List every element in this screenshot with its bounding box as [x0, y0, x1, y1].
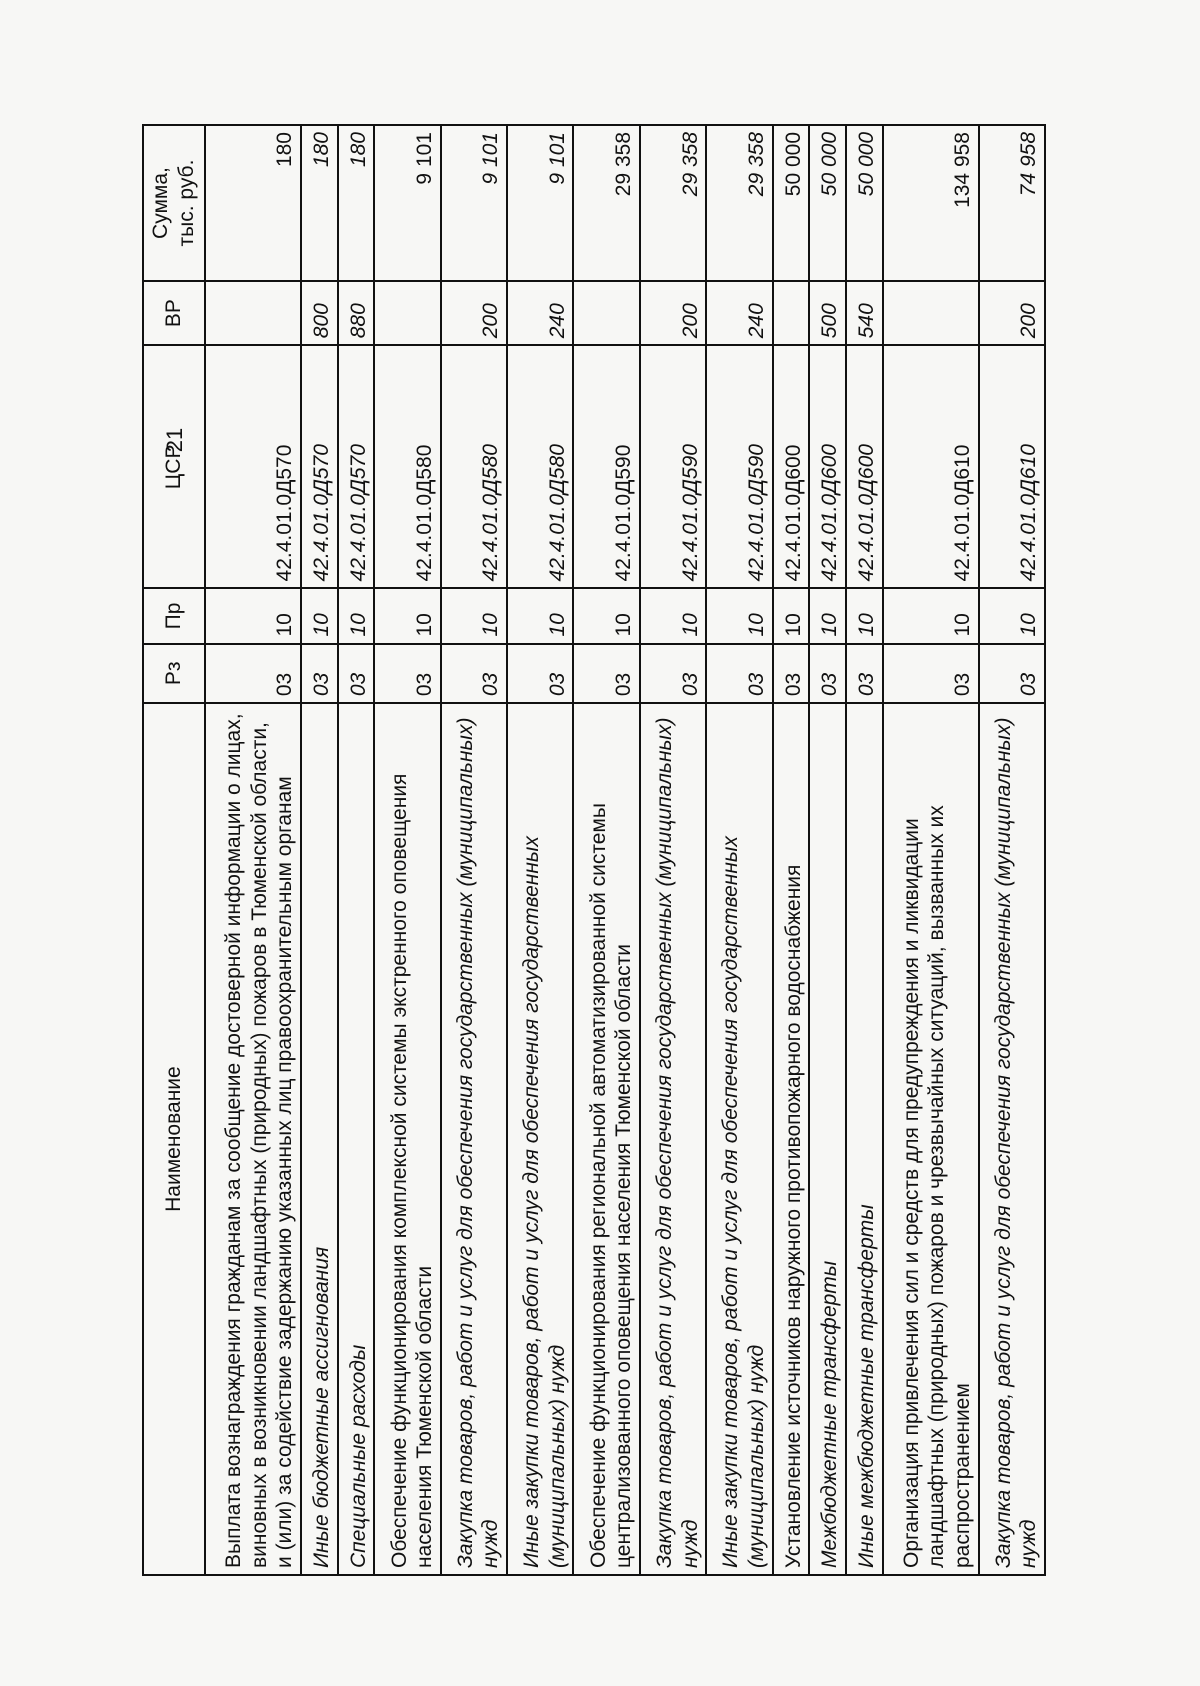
cell-name: Иные межбюджетные трансферты: [846, 703, 883, 1575]
cell-rz: 03: [573, 644, 639, 704]
table-row: [773, 125, 810, 1575]
cell-pr: 10: [979, 588, 1045, 643]
cell-csr: 42.4.01.0Д600: [846, 345, 883, 588]
table-row: [640, 125, 706, 1575]
cell-sum: 50 000: [846, 125, 883, 281]
cell-vr: 540: [846, 281, 883, 345]
cell-rz: 03: [706, 644, 772, 704]
cell-pr: 10: [205, 588, 301, 643]
cell-name: Специальные расходы: [338, 703, 375, 1575]
cell-name: Установление источников наружного противопожарного водоснабжения: [773, 703, 810, 1575]
table-row: [205, 125, 301, 1575]
cell-csr: 42.4.01.0Д590: [706, 345, 772, 588]
cell-sum: 74 958: [979, 125, 1045, 281]
cell-vr: [374, 281, 440, 345]
cell-name: Выплата вознаграждения гражданам за сообщение достоверной информации о лицах, виновных в возникновении ландшафтных (природных) пожаров в Тюменской области, и (или) за содействие задержанию указанных лиц правоохранительным органам: [205, 703, 301, 1575]
cell-sum: 9 101: [441, 125, 507, 281]
cell-name: Иные бюджетные ассигнования: [301, 703, 338, 1575]
cell-pr: 10: [809, 588, 846, 643]
cell-name: Обеспечение функционирования комплексной системы экстренного оповещения населения Тюменской области: [374, 703, 440, 1575]
cell-name: Закупка товаров, работ и услуг для обеспечения государственных (муниципальных) нужд: [979, 703, 1045, 1575]
cell-sum: 180: [301, 125, 338, 281]
header-name: Наименование: [143, 703, 205, 1575]
cell-pr: 10: [883, 588, 979, 643]
cell-pr: 10: [846, 588, 883, 643]
cell-pr: 10: [301, 588, 338, 643]
cell-sum: 9 101: [374, 125, 440, 281]
cell-rz: 03: [640, 644, 706, 704]
table-row: [573, 125, 639, 1575]
cell-vr: [883, 281, 979, 345]
cell-name: Обеспечение функционирования региональной автоматизированной системы централизованного оповещения населения Тюменской области: [573, 703, 639, 1575]
cell-rz: 03: [301, 644, 338, 704]
cell-vr: 200: [441, 281, 507, 345]
cell-pr: 10: [573, 588, 639, 643]
cell-vr: 200: [979, 281, 1045, 345]
cell-pr: 10: [773, 588, 810, 643]
cell-vr: [773, 281, 810, 345]
cell-csr: 42.4.01.0Д570: [205, 345, 301, 588]
cell-csr: 42.4.01.0Д600: [773, 345, 810, 588]
cell-name: Закупка товаров, работ и услуг для обеспечения государственных (муниципальных) нужд: [640, 703, 706, 1575]
cell-vr: [205, 281, 301, 345]
cell-sum: 134 958: [883, 125, 979, 281]
table-row: [441, 125, 507, 1575]
cell-rz: 03: [507, 644, 573, 704]
cell-sum: 50 000: [809, 125, 846, 281]
cell-vr: 200: [640, 281, 706, 345]
page-number: 21: [162, 427, 187, 453]
cell-pr: 10: [441, 588, 507, 643]
cell-sum: 180: [205, 125, 301, 281]
cell-rz: 03: [205, 644, 301, 704]
cell-vr: 800: [301, 281, 338, 345]
cell-sum: 9 101: [507, 125, 573, 281]
cell-pr: 10: [374, 588, 440, 643]
cell-csr: 42.4.01.0Д600: [809, 345, 846, 588]
cell-rz: 03: [979, 644, 1045, 704]
cell-vr: [573, 281, 639, 345]
cell-csr: 42.4.01.0Д610: [883, 345, 979, 588]
cell-csr: 42.4.01.0Д570: [338, 345, 375, 588]
cell-vr: 500: [809, 281, 846, 345]
table-row: [883, 125, 979, 1575]
cell-rz: 03: [846, 644, 883, 704]
cell-name: Иные закупки товаров, работ и услуг для обеспечения государственных (муниципальных) нужд: [507, 703, 573, 1575]
table-row: [507, 125, 573, 1575]
cell-pr: 10: [338, 588, 375, 643]
cell-name: Закупка товаров, работ и услуг для обеспечения государственных (муниципальных) нужд: [441, 703, 507, 1575]
table-body: [205, 125, 1045, 1575]
cell-pr: 10: [507, 588, 573, 643]
table-row: [706, 125, 772, 1575]
cell-sum: 29 358: [573, 125, 639, 281]
table-header-row: [143, 125, 205, 1575]
cell-name: Организация привлечения сил и средств для предупреждения и ликвидации ландшафтных (природных) пожаров и чрезвычайных ситуаций, вызванных их распространением: [883, 703, 979, 1575]
cell-csr: 42.4.01.0Д580: [507, 345, 573, 588]
header-rz: Рз: [143, 644, 205, 704]
header-sum-line1: Сумма,: [149, 167, 173, 239]
cell-sum: 29 358: [706, 125, 772, 281]
rotated-table-container: [142, 124, 1046, 1576]
table-row: [338, 125, 375, 1575]
table-row: [979, 125, 1045, 1575]
cell-vr: 880: [338, 281, 375, 345]
cell-vr: 240: [706, 281, 772, 345]
header-pr: Пр: [143, 588, 205, 643]
cell-csr: 42.4.01.0Д590: [640, 345, 706, 588]
cell-sum: 180: [338, 125, 375, 281]
cell-csr: 42.4.01.0Д570: [301, 345, 338, 588]
table-row: [846, 125, 883, 1575]
cell-vr: 240: [507, 281, 573, 345]
cell-rz: 03: [773, 644, 810, 704]
header-vr: ВР: [143, 281, 205, 345]
cell-rz: 03: [338, 644, 375, 704]
cell-pr: 10: [640, 588, 706, 643]
table-row: [809, 125, 846, 1575]
cell-pr: 10: [706, 588, 772, 643]
cell-rz: 03: [809, 644, 846, 704]
cell-csr: 42.4.01.0Д590: [573, 345, 639, 588]
header-sum: [143, 125, 205, 281]
table-row: [301, 125, 338, 1575]
cell-rz: 03: [883, 644, 979, 704]
budget-table: [142, 124, 1046, 1576]
cell-csr: 42.4.01.0Д580: [441, 345, 507, 588]
cell-sum: 29 358: [640, 125, 706, 281]
header-csr: ЦСР: [143, 345, 205, 588]
cell-sum: 50 000: [773, 125, 810, 281]
header-sum-line2: тыс. руб.: [175, 159, 198, 247]
cell-csr: 42.4.01.0Д580: [374, 345, 440, 588]
cell-rz: 03: [441, 644, 507, 704]
cell-name: Иные закупки товаров, работ и услуг для обеспечения государственных (муниципальных) нужд: [706, 703, 772, 1575]
cell-name: Межбюджетные трансферты: [809, 703, 846, 1575]
cell-csr: 42.4.01.0Д610: [979, 345, 1045, 588]
cell-rz: 03: [374, 644, 440, 704]
table-row: [374, 125, 440, 1575]
